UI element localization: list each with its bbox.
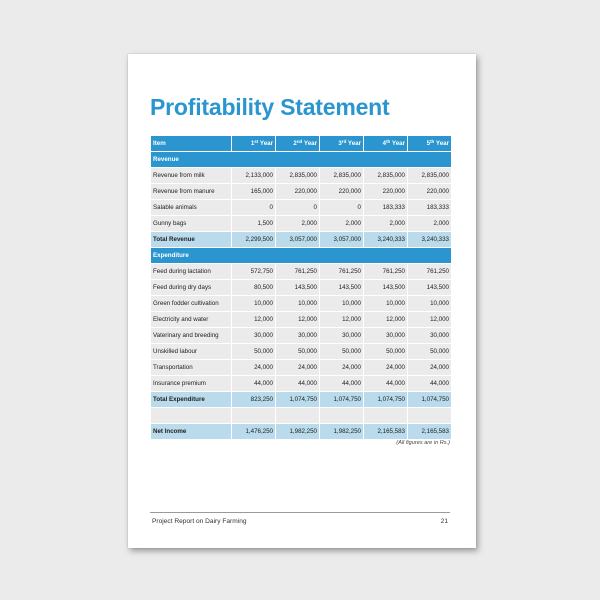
cell: 30,000 xyxy=(276,328,319,343)
row-label: Transportation xyxy=(151,360,231,375)
cell: 1,476,250 xyxy=(232,424,275,439)
cell: 220,000 xyxy=(408,184,451,199)
header-year-1: 1st Year xyxy=(232,136,275,151)
cell: 24,000 xyxy=(232,360,275,375)
cell: 44,000 xyxy=(276,376,319,391)
cell: 10,000 xyxy=(408,296,451,311)
header-year-4: 4th Year xyxy=(364,136,407,151)
cell: 50,000 xyxy=(276,344,319,359)
row-label: Green fodder cultivation xyxy=(151,296,231,311)
cell: 823,250 xyxy=(232,392,275,407)
row-label: Total Revenue xyxy=(151,232,231,247)
cell: 24,000 xyxy=(320,360,363,375)
table-row xyxy=(151,344,451,359)
row-label: Revenue from manure xyxy=(151,184,231,199)
cell: 30,000 xyxy=(232,328,275,343)
net-income-row xyxy=(151,424,451,439)
blank-cell xyxy=(364,408,407,423)
row-label: Unskilled labour xyxy=(151,344,231,359)
cell: 0 xyxy=(320,200,363,215)
cell: 761,250 xyxy=(364,264,407,279)
blank-cell xyxy=(232,408,275,423)
cell: 183,333 xyxy=(364,200,407,215)
cell: 12,000 xyxy=(408,312,451,327)
row-label: Total Expenditure xyxy=(151,392,231,407)
cell: 0 xyxy=(232,200,275,215)
cell: 1,074,750 xyxy=(276,392,319,407)
table-row xyxy=(151,264,451,279)
cell: 2,000 xyxy=(276,216,319,231)
cell: 44,000 xyxy=(364,376,407,391)
cell: 2,835,000 xyxy=(408,168,451,183)
cell: 572,750 xyxy=(232,264,275,279)
cell: 3,057,000 xyxy=(276,232,319,247)
total-expenditure-row xyxy=(151,392,451,407)
cell: 50,000 xyxy=(408,344,451,359)
cell: 30,000 xyxy=(364,328,407,343)
cell: 12,000 xyxy=(320,312,363,327)
cell: 143,500 xyxy=(320,280,363,295)
cell: 165,000 xyxy=(232,184,275,199)
cell: 24,000 xyxy=(276,360,319,375)
blank-cell xyxy=(151,408,231,423)
section-label: Expenditure xyxy=(151,248,451,263)
cell: 10,000 xyxy=(320,296,363,311)
cell: 50,000 xyxy=(364,344,407,359)
cell: 30,000 xyxy=(320,328,363,343)
cell: 220,000 xyxy=(276,184,319,199)
figures-note: (All figures are in Rs.) xyxy=(396,440,450,446)
cell: 24,000 xyxy=(364,360,407,375)
header-year-3: 3rd Year xyxy=(320,136,363,151)
section-revenue xyxy=(151,152,451,167)
table-row xyxy=(151,280,451,295)
table-row xyxy=(151,168,451,183)
cell: 2,299,500 xyxy=(232,232,275,247)
cell: 0 xyxy=(276,200,319,215)
cell: 2,835,000 xyxy=(276,168,319,183)
row-label: Vaterinary and breeding xyxy=(151,328,231,343)
footer-report-title: Project Report on Dairy Farming xyxy=(152,518,247,525)
table-row xyxy=(151,376,451,391)
row-label: Net Income xyxy=(151,424,231,439)
cell: 10,000 xyxy=(232,296,275,311)
cell: 2,000 xyxy=(364,216,407,231)
cell: 2,000 xyxy=(408,216,451,231)
cell: 44,000 xyxy=(320,376,363,391)
header-year-2: 2nd Year xyxy=(276,136,319,151)
header-item-label: Item xyxy=(151,136,231,151)
cell: 1,074,750 xyxy=(320,392,363,407)
cell: 2,133,000 xyxy=(232,168,275,183)
table-row xyxy=(151,312,451,327)
table-row xyxy=(151,360,451,375)
cell: 143,500 xyxy=(408,280,451,295)
footer-divider xyxy=(150,512,450,513)
header-year-5: 5th Year xyxy=(408,136,451,151)
row-label: Revenue from milk xyxy=(151,168,231,183)
cell: 50,000 xyxy=(232,344,275,359)
cell: 2,835,000 xyxy=(320,168,363,183)
cell: 10,000 xyxy=(364,296,407,311)
cell: 2,835,000 xyxy=(364,168,407,183)
cell: 1,982,250 xyxy=(320,424,363,439)
cell: 12,000 xyxy=(232,312,275,327)
cell: 1,074,750 xyxy=(364,392,407,407)
row-label: Feed during lactation xyxy=(151,264,231,279)
cell: 143,500 xyxy=(276,280,319,295)
cell: 50,000 xyxy=(320,344,363,359)
cell: 761,250 xyxy=(320,264,363,279)
cell: 44,000 xyxy=(408,376,451,391)
table-header-row xyxy=(151,136,451,151)
page-number: 21 xyxy=(440,518,448,525)
total-revenue-row xyxy=(151,232,451,247)
row-label: Electricity and water xyxy=(151,312,231,327)
cell: 12,000 xyxy=(276,312,319,327)
table-row xyxy=(151,184,451,199)
cell: 143,500 xyxy=(364,280,407,295)
row-label: Gunny bags xyxy=(151,216,231,231)
cell: 12,000 xyxy=(364,312,407,327)
cell: 220,000 xyxy=(364,184,407,199)
cell: 24,000 xyxy=(408,360,451,375)
blank-cell xyxy=(276,408,319,423)
cell: 3,240,333 xyxy=(364,232,407,247)
cell: 1,500 xyxy=(232,216,275,231)
row-label: Salable animals xyxy=(151,200,231,215)
cell: 1,982,250 xyxy=(276,424,319,439)
cell: 1,074,750 xyxy=(408,392,451,407)
table-row xyxy=(151,216,451,231)
cell: 10,000 xyxy=(276,296,319,311)
row-label: Feed during dry days xyxy=(151,280,231,295)
cell: 2,165,583 xyxy=(408,424,451,439)
cell: 2,000 xyxy=(320,216,363,231)
cell: 80,500 xyxy=(232,280,275,295)
cell: 761,250 xyxy=(276,264,319,279)
table-row xyxy=(151,328,451,343)
cell: 183,333 xyxy=(408,200,451,215)
profitability-table xyxy=(150,135,452,440)
cell: 3,240,333 xyxy=(408,232,451,247)
cell: 3,057,000 xyxy=(320,232,363,247)
cell: 761,250 xyxy=(408,264,451,279)
page-title: Profitability Statement xyxy=(150,94,390,120)
cell: 220,000 xyxy=(320,184,363,199)
section-expenditure xyxy=(151,248,451,263)
cell: 30,000 xyxy=(408,328,451,343)
table-row xyxy=(151,296,451,311)
blank-cell xyxy=(320,408,363,423)
cell: 44,000 xyxy=(232,376,275,391)
cell: 2,165,583 xyxy=(364,424,407,439)
blank-row xyxy=(151,408,451,423)
row-label: Insurance premium xyxy=(151,376,231,391)
table-row xyxy=(151,200,451,215)
section-label: Revenue xyxy=(151,152,451,167)
blank-cell xyxy=(408,408,451,423)
document-page xyxy=(128,54,476,548)
